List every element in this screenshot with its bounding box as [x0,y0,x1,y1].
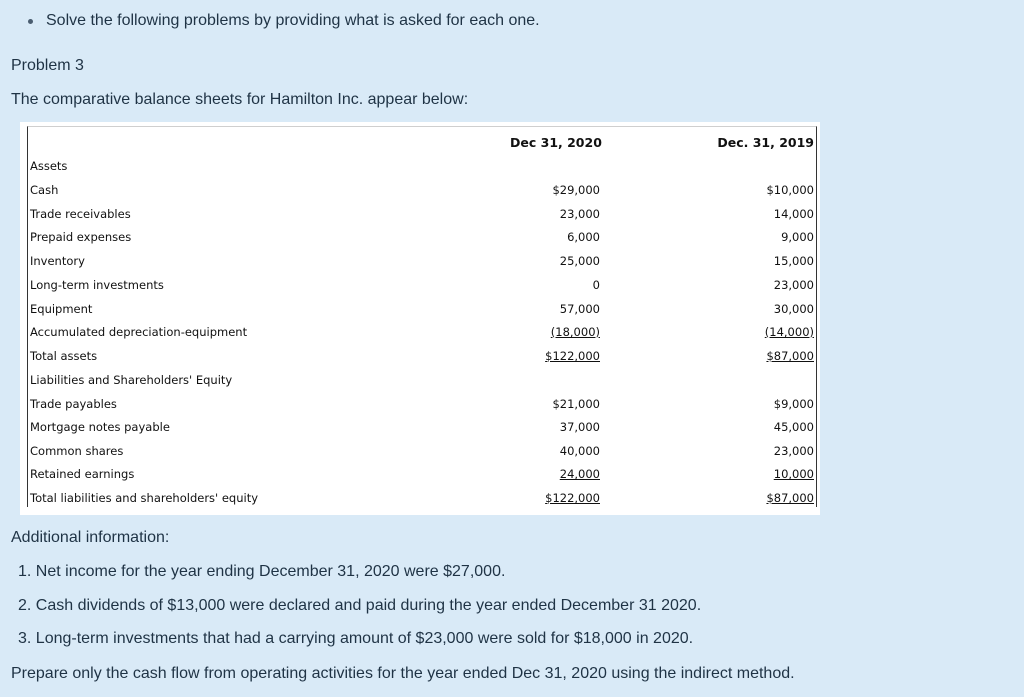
instruction-text: Solve the following problems by providing what is asked for each one. [46,12,540,29]
row-value-2020: 40,000 [559,444,600,458]
row-value-2020: $122,000 [545,491,600,505]
row-value-2019: 9,000 [781,230,814,244]
row-label: Liabilities and Shareholders' Equity [30,373,233,387]
table-row [28,442,815,460]
row-label: Mortgage notes payable [30,420,170,434]
row-value-2019: 14,000 [773,207,814,221]
row-label: Total liabilities and shareholders' equity [30,491,259,505]
table-row [28,418,815,436]
problem-title: Problem 3 [11,57,84,74]
instruction-bullet [28,12,540,30]
row-value-2019: 45,000 [773,420,814,434]
row-value-2019: 23,000 [773,444,814,458]
row-value-2019: 23,000 [773,278,814,292]
row-value-2020: 0 [592,278,600,292]
table-row [28,205,815,223]
row-value-2020: 24,000 [559,467,600,481]
row-label: Long-term investments [30,278,164,292]
additional-info-title: Additional information: [11,529,170,546]
balance-sheet-image [20,122,820,515]
row-value-2019: $87,000 [766,349,814,363]
table-row [28,371,815,389]
prepare-instruction: Prepare only the cash flow from operating activities for the year ended Dec 31, 2020 using the indirect method. [11,665,795,682]
bullet-icon [28,19,33,24]
row-value-2020: (18,000) [550,325,600,339]
row-value-2020: $122,000 [545,349,600,363]
row-value-2019: 30,000 [773,302,814,316]
table-row [28,157,815,175]
row-value-2020: 57,000 [559,302,600,316]
table-row [28,347,815,365]
col-header-2019: Dec. 31, 2019 [717,135,814,150]
table-row [28,323,815,341]
row-label: Trade payables [30,397,117,411]
row-value-2019: $87,000 [766,491,814,505]
row-value-2020: 37,000 [559,420,600,434]
row-label: Inventory [30,254,85,268]
table-row [28,395,815,413]
row-label: Assets [30,159,68,173]
col-header-2020: Dec 31, 2020 [510,135,602,150]
row-label: Total assets [30,349,98,363]
row-label: Prepaid expenses [30,230,132,244]
row-value-2020: $29,000 [552,183,600,197]
row-value-2019: 10,000 [773,467,814,481]
row-value-2019: (14,000) [764,325,814,339]
row-value-2020: $21,000 [552,397,600,411]
note-item: 3. Long-term investments that had a carrying amount of $23,000 were sold for $18,000 in 2020. [18,630,694,647]
note-item: 2. Cash dividends of $13,000 were declared and paid during the year ended December 31 2020. [18,597,702,614]
note-item: 1. Net income for the year ending December 31, 2020 were $27,000. [18,563,506,580]
row-label: Cash [30,183,59,197]
row-label: Accumulated depreciation-equipment [30,325,248,339]
row-value-2019: $10,000 [766,183,814,197]
row-label: Trade receivables [30,207,131,221]
row-value-2020: 23,000 [559,207,600,221]
row-label: Retained earnings [30,467,135,481]
row-label: Common shares [30,444,124,458]
intro-text: The comparative balance sheets for Hamilton Inc. appear below: [11,91,469,108]
table-row [28,181,815,199]
table-row [28,300,815,318]
table-row [28,465,815,483]
table-row [28,276,815,294]
row-value-2020: 25,000 [559,254,600,268]
row-label: Equipment [30,302,93,316]
row-value-2019: 15,000 [773,254,814,268]
table-row [28,489,815,507]
row-value-2019: $9,000 [773,397,814,411]
table-row [28,252,815,270]
table-row [28,228,815,246]
row-value-2020: 6,000 [567,230,600,244]
